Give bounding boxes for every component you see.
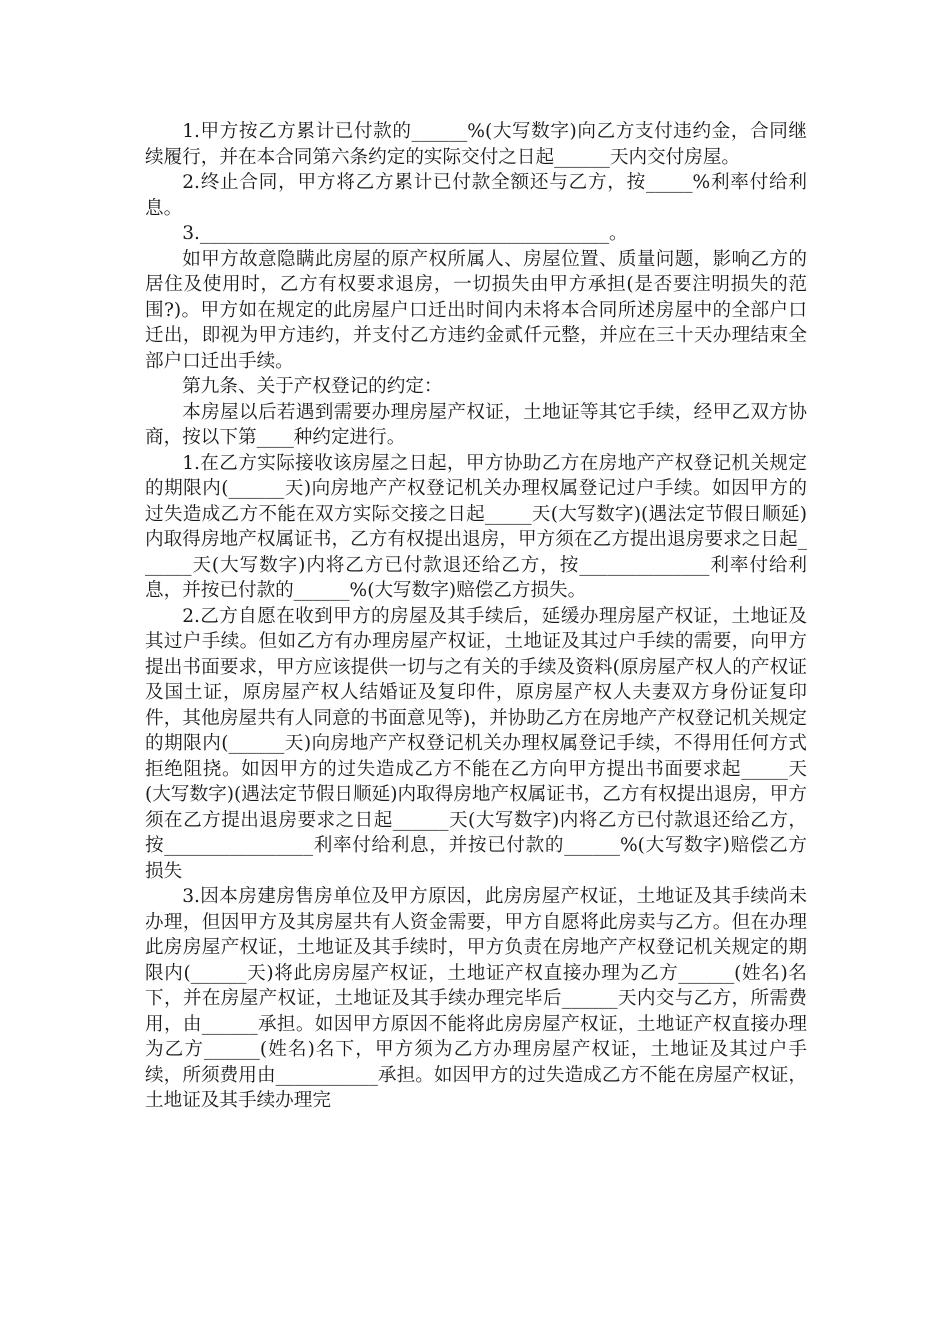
registration-option-3: 3.因本房建房售房单位及甲方原因，此房房屋产权证，土地证及其手续尚未办理，但因甲方及其房屋共有人资金需要，甲方自愿将此房卖与乙方。但在办理此房房屋产权证，土地证及其手续时，甲方负责在房地产产权登记机关规定的期限内(______天)将此房房屋产权证，土地证产权直接办理为乙方______(姓名)名下，并在房屋产权证，土地证及其手续办理完毕后______天内交与乙方，所需费用，由______承担。如因甲方原因不能将此房房屋产权证，土地证产权直接办理为乙方______(姓名)名下，甲方须为乙方办理房屋产权证，土地证及其过户手续，所须费用由___________承担。如因甲方的过失造成乙方不能在房屋产权证，土地证及其手续办理完 xyxy=(145,886,807,1111)
clause-2-terminate: 2.终止合同，甲方将乙方累计已付款全额还与乙方，按_____%利率付给利息。 xyxy=(145,172,807,219)
document-page xyxy=(145,119,807,1114)
clause-1-penalty: 1.甲方按乙方累计已付款的______%(大写数字)向乙方支付违约金，合同继续履行，并在本合同第六条约定的实际交付之日起______天内交付房屋。 xyxy=(145,121,807,168)
registration-option-2: 2.乙方自愿在收到甲方的房屋及其手续后，延缓办理房屋产权证，土地证及其过户手续。但如乙方有办理房屋产权证，土地证及其过户手续的需要，向甲方提出书面要求，甲方应该提供一切与之有关的手续及资料(原房屋产权人的产权证及国土证，原房屋产权人结婚证及复印件，原房屋产权人夫妻双方身份证复印件，其他房屋共有人同意的书面意见等)，并协助乙方在房地产产权登记机关规定的期限内(______天)向房地产产权登记机关办理权属登记手续，不得用任何方式拒绝阻挠。如因甲方的过失造成乙方不能在乙方向甲方提出书面要求起_____天(大写数字)(遇法定节假日顺延)内取得房地产权属证书，乙方有权提出退房，甲方须在乙方提出退房要求之日起______天(大写数字)内将乙方已付款退还给乙方，按________________利率付给利息，并按已付款的______%(大写数字)赔偿乙方损失 xyxy=(145,605,807,882)
concealment-clause: 如甲方故意隐瞒此房屋的原产权所属人、房屋位置、质量问题，影响乙方的居住及使用时，乙方有权要求退房，一切损失由甲方承担(是否要注明损失的范围?)。甲方如在规定的此房屋户口迁出时间内未将本合同所述房屋中的全部户口迁出，即视为甲方违约，并支付乙方违约金贰仟元整，并应在三十天办理结束全部户口迁出手续。 xyxy=(145,248,807,372)
clause-3-blank: 3.____________________________________________。 xyxy=(182,223,628,244)
article-nine-heading: 第九条、关于产权登记的约定： xyxy=(182,376,443,397)
article-nine-intro: 本房屋以后若遇到需要办理房屋产权证，土地证等其它手续，经甲乙双方协商，按以下第____种约定进行。 xyxy=(145,401,807,448)
registration-option-1: 1.在乙方实际接收该房屋之日起，甲方协助乙方在房地产产权登记机关规定的期限内(______天)向房地产产权登记机关办理权属登记过户手续。如因甲方的过失造成乙方不能在双方实际交接之日起_____天(大写数字)(遇法定节假日顺延)内取得房地产权属证书，乙方有权提出退房，甲方须在乙方提出退房要求之日起______天(大写数字)内将乙方已付款退还给乙方，按______________利率付给利息，并按已付款的______%(大写数字)赔偿乙方损失。 xyxy=(145,452,807,601)
